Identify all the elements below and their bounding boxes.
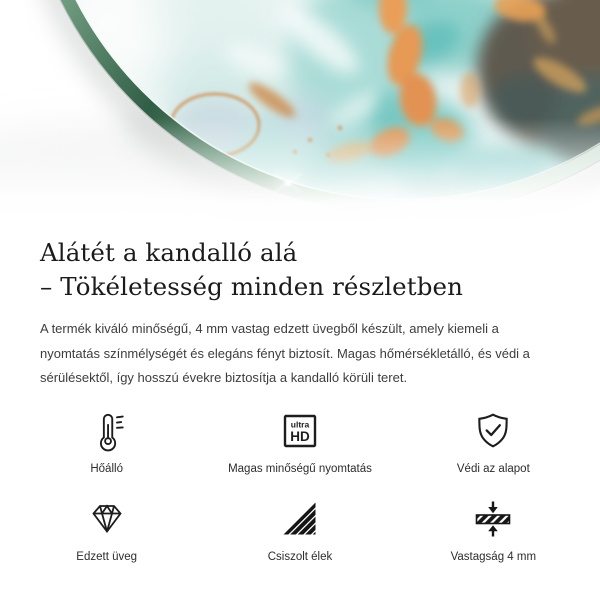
feature-tempered-glass <box>10 497 203 564</box>
page-title <box>40 236 560 304</box>
polished-edges-icon <box>280 499 320 539</box>
feature-print-quality <box>203 409 396 476</box>
content-block <box>0 230 600 564</box>
feature-label: Csiszolt élek <box>267 550 333 563</box>
thermometer-icon <box>86 410 128 452</box>
thickness-icon <box>473 499 513 539</box>
features-grid <box>10 409 590 564</box>
shield-check-icon <box>472 410 514 452</box>
ultra-hd-text-bottom: HD <box>290 428 310 444</box>
feature-heat-resistant <box>10 409 203 476</box>
feature-label: Magas minőségű nyomtatás <box>228 462 372 475</box>
product-photo <box>0 0 600 230</box>
product-description: A termék kiváló minőségű, 4 mm vastag edzett üvegből készült, amely kiemeli a nyomtatás színmélységét és elegáns fényt biztosít. Magas hőmérsékletálló, és védi a sérülésektől, így hosszú évekre biztosítja a kandalló körüli teret. <box>40 321 530 385</box>
ultra-hd-text-top: ultra <box>290 419 310 429</box>
feature-polished-edges <box>203 497 396 564</box>
ultra-hd-icon <box>280 411 320 451</box>
feature-label: Védi az alapot <box>456 462 530 475</box>
title-line-1: Alátét a kandalló alá <box>40 238 298 267</box>
feature-label: Hőálló <box>90 462 123 475</box>
feature-thickness <box>397 497 590 564</box>
feature-label: Edzett üveg <box>76 550 138 563</box>
title-line-2: – Tökéletesség minden részletben <box>40 272 463 301</box>
feature-label: Vastagság 4 mm <box>450 550 537 563</box>
feature-protects-base <box>397 409 590 476</box>
diamond-icon <box>85 499 129 539</box>
